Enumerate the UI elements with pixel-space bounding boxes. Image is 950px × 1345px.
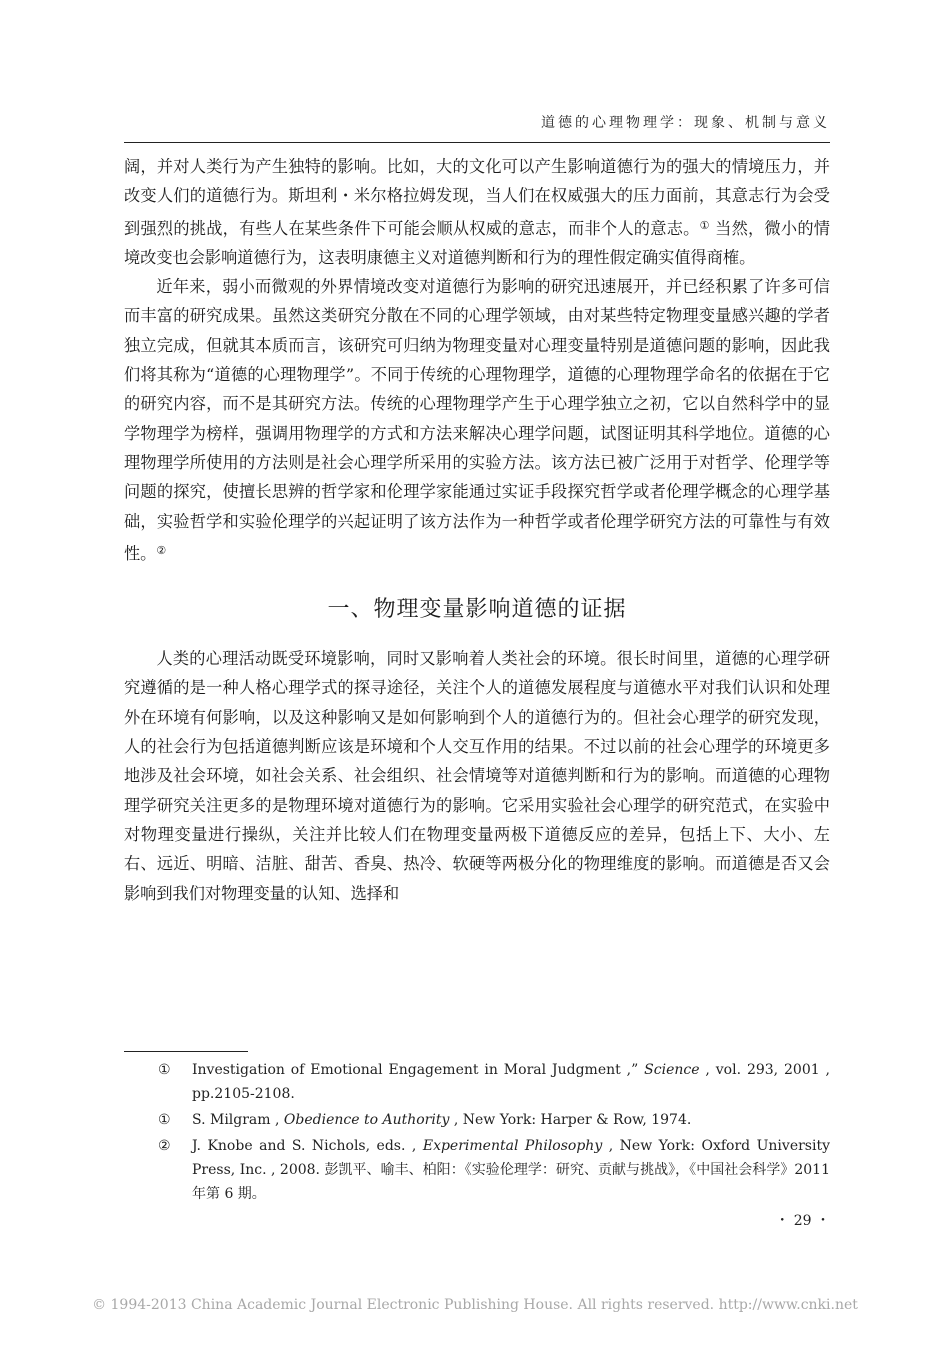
footnote-mark: ① bbox=[158, 1112, 171, 1128]
footnote-1 bbox=[158, 1058, 830, 1106]
footnote-text: , New York: Harper & Row, 1974. bbox=[449, 1112, 692, 1128]
footnote-mark: ① bbox=[158, 1062, 171, 1078]
footnote-text: , New York: Oxford University Press, Inc. , 2008. 彭凯平、喻丰、柏阳：《实验伦理学：研究、贡献与挑战》，《中国社会科学》2011 年第 6 期。 bbox=[192, 1138, 830, 1202]
paragraph-3: 人类的心理活动既受环境影响，同时又影响着人类社会的环境。很长时间里，道德的心理学研究遵循的是一种人格心理学式的探寻途径，关注个人的道德发展程度与道德水平对我们认识和处理外在环境有何影响，以及这种影响又是如何影响到个人的道德行为的。但社会心理学的研究发现，人的社会行为包括道德判断应该是环境和个人交互作用的结果。不过以前的社会心理学的环境更多地涉及社会环境，如社会关系、社会组织、社会情境等对道德判断和行为的影响。而道德的心理物理学研究关注更多的是物理环境对道德行为的影响。它采用实验社会心理学的研究范式，在实验中对物理变量进行操纵，关注并比较人们在物理变量两极下道德反应的差异，包括上下、大小、左右、远近、明暗、洁脏、甜苦、香臭、热冷、软硬等两极分化的物理维度的影响。而道德是否又会影响到我们对物理变量的认知、选择和 bbox=[124, 649, 830, 903]
footnote-text: J. Knobe and S. Nichols, eds. , bbox=[192, 1138, 423, 1154]
section-heading: 一、物理变量影响道德的证据 bbox=[327, 597, 627, 623]
paragraph-1-text: 阔，并对人类行为产生独特的影响。比如，大的文化可以产生影响道德行为的强大的情境压力，并改变人们的道德行为。斯坦利・米尔格拉姆发现，当人们在权威强大的压力面前，其意志行为会受到强烈的挑战，有些人在某些条件下可能会顺从权威的意志，而非个人的意志。 bbox=[124, 157, 830, 238]
footnote-rule bbox=[124, 1051, 248, 1052]
footnote-3 bbox=[158, 1134, 830, 1206]
paragraph-1 bbox=[124, 152, 830, 272]
footnote-title: Experimental Philosophy bbox=[422, 1138, 603, 1154]
footnote-text: , vol. 293, 2001 , pp.2105-2108. bbox=[192, 1062, 831, 1102]
copyright-watermark: © 1994-2013 China Academic Journal Electronic Publishing House. All rights reserved. http://www.cnki.net bbox=[92, 1297, 858, 1313]
footnotes bbox=[158, 1058, 830, 1208]
paragraph-2 bbox=[124, 272, 830, 568]
running-header: 道德的心理物理学：现象、机制与意义 bbox=[541, 115, 830, 131]
page-number: ・ 29 ・ bbox=[775, 1213, 830, 1229]
paragraph-1-tail: 当然，微小的情境改变也会影响道德行为，这表明康德主义对道德判断和行为的理性假定确实值得商榷。 bbox=[124, 218, 830, 267]
footnote-text: Investigation of Emotional Engagement in Moral Judgment ,” bbox=[192, 1062, 645, 1078]
footnote-ref-2[interactable]: ② bbox=[156, 543, 167, 557]
paragraph-2-text: 近年来，弱小而微观的外界情境改变对道德行为影响的研究迅速展开，并已经积累了许多可信而丰富的研究成果。虽然这类研究分散在不同的心理学领域，由对某些特定物理变量感兴趣的学者独立完成，但就其本质而言，该研究可归纳为物理变量对心理变量特别是道德问题的影响，因此我们将其称为“道德的心理物理学”。不同于传统的心理物理学，道德的心理物理学命名的依据在于它的研究内容，而不是其研究方法。传统的心理物理学产生于心理学独立之初，它以自然科学中的显学物理学为榜样，强调用物理学的方式和方法来解决心理学问题，试图证明其科学地位。道德的心理物理学所使用的方法则是社会心理学所采用的实验方法。该方法已被广泛用于对哲学、伦理学等问题的探究，使擅长思辨的哲学家和伦理学家能通过实证手段探究哲学或者伦理学概念的心理学基础，实验哲学和实验伦理学的兴起证明了该方法作为一种哲学或者伦理学研究方法的可靠性与有效性。 bbox=[124, 277, 830, 563]
footnote-title: Science bbox=[644, 1062, 700, 1078]
header-rule bbox=[124, 142, 830, 143]
footnote-title: Obedience to Authority bbox=[283, 1112, 450, 1128]
footnote-2 bbox=[158, 1108, 830, 1132]
article-body bbox=[124, 152, 830, 908]
footnote-ref-1[interactable]: ① bbox=[699, 218, 710, 232]
footnote-mark: ② bbox=[158, 1138, 171, 1154]
footnote-text: S. Milgram , bbox=[192, 1112, 284, 1128]
